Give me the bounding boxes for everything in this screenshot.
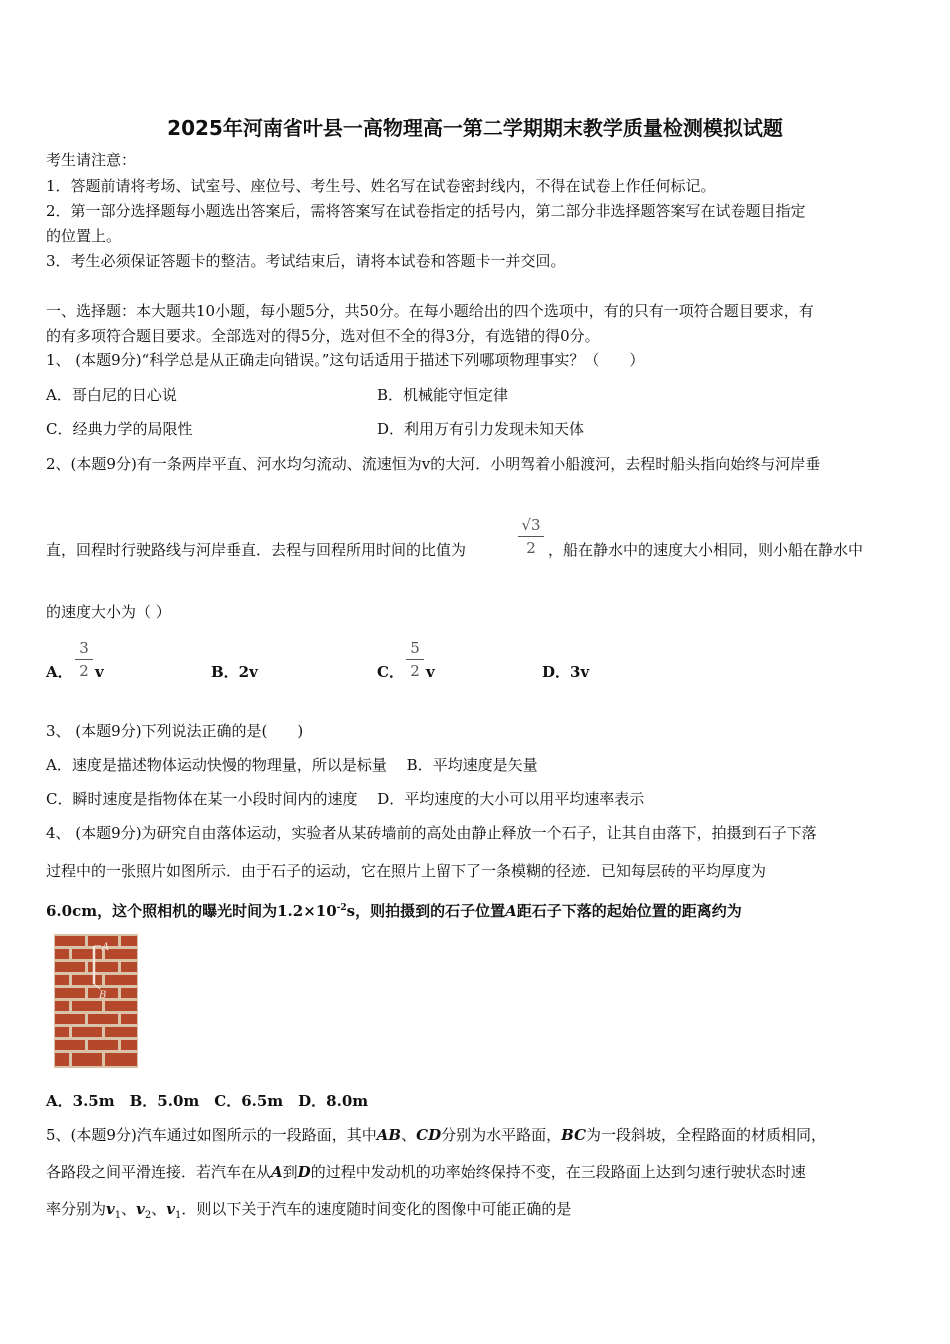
q2-ratio-denominator: 2 (526, 539, 536, 557)
q5-point-a: A (271, 1163, 283, 1181)
figure-label-b: B (99, 990, 107, 1001)
fraction-bar (518, 536, 544, 537)
q5-line1 (46, 1125, 826, 1145)
q4-line3 (46, 898, 742, 921)
section-header-line2: 的有多项符合题目要求。全部选对的得5分，选对但不全的得3分，有选错的得0分。 (46, 327, 600, 345)
q5-line3-text-b: ．则以下关于汽车的速度随时间变化的图像中可能正确的是 (181, 1200, 572, 1218)
q4-exponent: -2 (336, 903, 347, 913)
q5-comma-1: 、 (121, 1200, 137, 1218)
q5-line2 (46, 1162, 806, 1182)
q5-line3-text-a: 率分别为 (46, 1200, 107, 1218)
q1-stem: 1、 (本题9分)“科学总是从正确走向错误。”这句话适用于描述下列哪项物理事实？（ ） (46, 351, 645, 369)
notice-heading: 考生请注意： (46, 151, 137, 169)
q4-line3-text-a: 6.0cm，这个照相机的曝光时间为1.2×10 (46, 902, 337, 920)
q5-segment-bc: BC (561, 1126, 587, 1144)
q1-option-a: A．哥白尼的日心说 (46, 386, 177, 404)
q2-option-a-denominator: 2 (79, 662, 89, 680)
q2-option-b: B．2v (211, 663, 258, 681)
notice-item-3: 3．考生必须保证答题卡的整洁。考试结束后，请将本试卷和答题卡一并交回。 (46, 252, 566, 270)
q5-line2-text-a: 各路段之间平滑连接．若汽车在从 (46, 1163, 272, 1181)
page-title: 2025年河南省叶县一高物理高一第二学期期末教学质量检测模拟试题 (167, 116, 783, 140)
figure-label-a: A (102, 942, 110, 953)
q2-option-c-denominator: 2 (410, 662, 420, 680)
q2-option-c-unit: v (426, 663, 435, 681)
q5-comma-2: 、 (151, 1200, 167, 1218)
q2-line2a: 直，回程时行驶路线与河岸垂直．去程与回程所用时间的比值为 (46, 541, 467, 559)
q5-segment-ab: AB (376, 1126, 402, 1144)
q5-line2-text-b: 的过程中发动机的功率始终保持不变，在三段路面上达到匀速行驶状态时速 (310, 1163, 806, 1181)
q5-v1: v (106, 1200, 115, 1218)
q4-line2: 过程中的一张照片如图所示．由于石子的运动，它在照片上留下了一条模糊的径迹．已知每层砖的平均厚度为 (46, 862, 767, 880)
q2-ratio-fraction (518, 515, 544, 558)
q3-options-ab: A．速度是描述物体运动快慢的物理量，所以是标量 B．平均速度是矢量 (46, 756, 538, 774)
q2-ratio-numerator: √3 (521, 516, 541, 534)
q4-line3-text-b: s，则拍摄到的石子位置 (346, 902, 506, 920)
fraction-bar (75, 659, 93, 660)
q2-option-a-numerator: 3 (79, 639, 89, 657)
q4-line3-text-c: 距石子下落的起始位置的距离约为 (516, 902, 742, 920)
brick-wall-image (54, 934, 138, 1068)
q2-option-c-fraction (406, 638, 424, 681)
q2-option-d: D．3v (542, 663, 590, 681)
notice-item-2-cont: 的位置上。 (46, 227, 122, 245)
q5-line1-text-c: 为一段斜坡，全程路面的材质相同， (586, 1126, 827, 1144)
q2-option-c-label: C． (377, 663, 404, 681)
q5-v3-sub: 1 (174, 1210, 182, 1221)
q4-point-a: A (505, 902, 517, 920)
q5-segment-cd: CD (416, 1126, 442, 1144)
q5-line3 (46, 1199, 571, 1226)
q5-to: 到 (282, 1163, 298, 1181)
q4-line1: 4、 (本题9分)为研究自由落体运动，实验者从某砖墙前的高处由静止释放一个石子，让其自由落下，拍摄到石子下落 (46, 824, 817, 842)
q3-options-cd: C．瞬时速度是指物体在某一小段时间内的速度 D．平均速度的大小可以用平均速率表示 (46, 790, 645, 808)
bricks (55, 936, 137, 1066)
q5-v1-sub: 1 (114, 1210, 122, 1221)
q2-line2b: ，船在静水中的速度大小相同，则小船在静水中 (548, 541, 864, 559)
q2-line1: 2、(本题9分)有一条两岸平直、河水均匀流动、流速恒为v的大河．小明驾着小船渡河，去程时船头指向始终与河岸垂 (46, 455, 821, 473)
q5-v3: v (166, 1200, 175, 1218)
q3-stem: 3、 (本题9分)下列说法正确的是( ) (46, 722, 304, 740)
q2-option-a-unit: v (95, 663, 104, 681)
notice-item-2: 2．第一部分选择题每小题选出答案后，需将答案写在试卷指定的括号内，第二部分非选择题答案写在试卷题目指定 (46, 202, 806, 220)
fraction-bar (406, 659, 424, 660)
q5-line1-text-b: 分别为水平路面， (441, 1126, 562, 1144)
q2-line3: 的速度大小为（ ） (46, 603, 171, 621)
section-header-line1: 一、选择题：本大题共10小题，每小题5分，共50分。在每小题给出的四个选项中，有的只有一项符合题目要求，有 (46, 302, 814, 320)
q1-option-b: B．机械能守恒定律 (377, 386, 509, 404)
q2-option-c-numerator: 5 (410, 639, 420, 657)
q5-v2: v (136, 1200, 145, 1218)
q5-v2-sub: 2 (144, 1210, 152, 1221)
q5-point-d: D (297, 1163, 311, 1181)
brick-wall-figure (54, 934, 138, 1068)
q1-option-d: D．利用万有引力发现未知天体 (377, 420, 585, 438)
q2-option-a-label: A． (46, 663, 73, 681)
q4-options: A．3.5m B．5.0m C．6.5m D．8.0m (46, 1092, 369, 1110)
q1-option-c: C．经典力学的局限性 (46, 420, 193, 438)
q2-option-a-fraction (75, 638, 93, 681)
q5-separator: 、 (401, 1126, 417, 1144)
notice-item-1: 1．答题前请将考场、试室号、座位号、考生号、姓名写在试卷密封线内，不得在试卷上作任何标记。 (46, 177, 716, 195)
q5-line1-text-a: 5、(本题9分)汽车通过如图所示的一段路面，其中 (46, 1126, 377, 1144)
